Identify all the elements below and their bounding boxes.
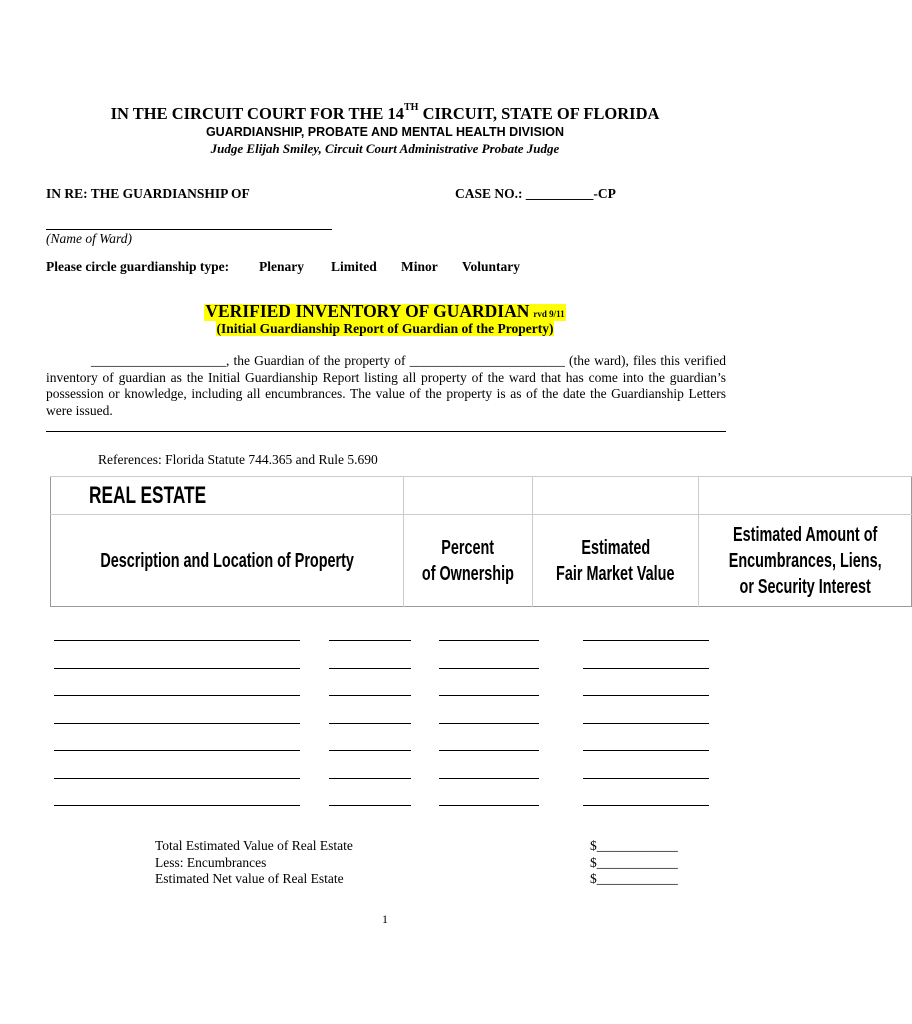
total-value-field[interactable]: $____________ [590, 838, 678, 853]
net-value-field[interactable]: $____________ [590, 871, 678, 886]
encumbrance-line[interactable] [583, 805, 709, 806]
col-percent-header: Percent of Ownership [404, 515, 533, 607]
type-minor[interactable]: Minor [401, 259, 438, 274]
form-subtitle: (Initial Guardianship Report of Guardian of the Property) [216, 321, 554, 336]
less-encumbrances-label: Less: Encumbrances [155, 855, 267, 870]
total-value-label: Total Estimated Value of Real Estate [155, 838, 353, 853]
form-title-main: VERIFIED INVENTORY OF GUARDIAN [205, 301, 530, 321]
fmv-line[interactable] [439, 778, 539, 779]
in-re-label: IN RE: THE GUARDIANSHIP OF [46, 186, 250, 201]
percent-line[interactable] [329, 668, 411, 669]
description-line[interactable] [54, 805, 300, 806]
less-encumbrances-field[interactable]: $____________ [590, 855, 678, 870]
divider [46, 431, 726, 432]
fmv-line[interactable] [439, 640, 539, 641]
case-number-field[interactable]: CASE NO.: __________-CP [455, 186, 616, 201]
description-line[interactable] [54, 695, 300, 696]
fmv-line[interactable] [439, 723, 539, 724]
percent-line[interactable] [329, 805, 411, 806]
encumbrance-line[interactable] [583, 778, 709, 779]
col-fmv-header: Estimated Fair Market Value [533, 515, 699, 607]
type-plenary[interactable]: Plenary [259, 259, 304, 274]
inventory-statement: ____________________, the Guardian of the property of _______________________ (the ward), files this verified inventory of guardian as the Initial Guardianship Report listing all property of the ward that has come into the guardian’s possession or knowledge, including all encumbrances. The value of the property is as of the date the Guardianship Letters were issued. [46, 353, 726, 418]
fmv-line[interactable] [439, 668, 539, 669]
judge-line: Judge Elijah Smiley, Circuit Court Administrative Probate Judge [210, 141, 560, 156]
guardianship-type-prompt: Please circle guardianship type: [46, 259, 230, 274]
description-line[interactable] [54, 778, 300, 779]
col-description-header: Description and Location of Property [51, 515, 404, 607]
ward-name-label: (Name of Ward) [46, 231, 132, 246]
percent-line[interactable] [329, 640, 411, 641]
page-number: 1 [382, 912, 388, 926]
percent-line[interactable] [329, 723, 411, 724]
section-title-cell [51, 477, 404, 515]
type-limited[interactable]: Limited [331, 259, 377, 274]
description-line[interactable] [54, 668, 300, 669]
fmv-line[interactable] [439, 805, 539, 806]
percent-line[interactable] [329, 750, 411, 751]
type-voluntary[interactable]: Voluntary [462, 259, 521, 274]
col-encumbrance-header: Estimated Amount of Encumbrances, Liens, or Security Interest [698, 515, 911, 607]
percent-line[interactable] [329, 778, 411, 779]
description-line[interactable] [54, 640, 300, 641]
encumbrance-line[interactable] [583, 723, 709, 724]
revision-date: rvd 9/11 [533, 309, 565, 319]
description-line[interactable] [54, 750, 300, 751]
ward-name-line[interactable] [46, 229, 332, 230]
encumbrance-line[interactable] [583, 695, 709, 696]
real-estate-header-table [50, 476, 912, 607]
fmv-line[interactable] [439, 750, 539, 751]
division-heading: GUARDIANSHIP, PROBATE AND MENTAL HEALTH DIVISION [205, 125, 565, 139]
encumbrance-line[interactable] [583, 668, 709, 669]
references: References: Florida Statute 744.365 and Rule 5.690 [98, 452, 378, 467]
encumbrance-line[interactable] [583, 750, 709, 751]
percent-line[interactable] [329, 695, 411, 696]
encumbrance-line[interactable] [583, 640, 709, 641]
section-title: REAL ESTATE [89, 481, 207, 509]
court-heading: IN THE CIRCUIT COURT FOR THE 14TH CIRCUIT, STATE OF FLORIDA [110, 102, 660, 123]
fmv-line[interactable] [439, 695, 539, 696]
net-value-label: Estimated Net value of Real Estate [155, 871, 344, 886]
form-title [0, 301, 770, 322]
description-line[interactable] [54, 723, 300, 724]
